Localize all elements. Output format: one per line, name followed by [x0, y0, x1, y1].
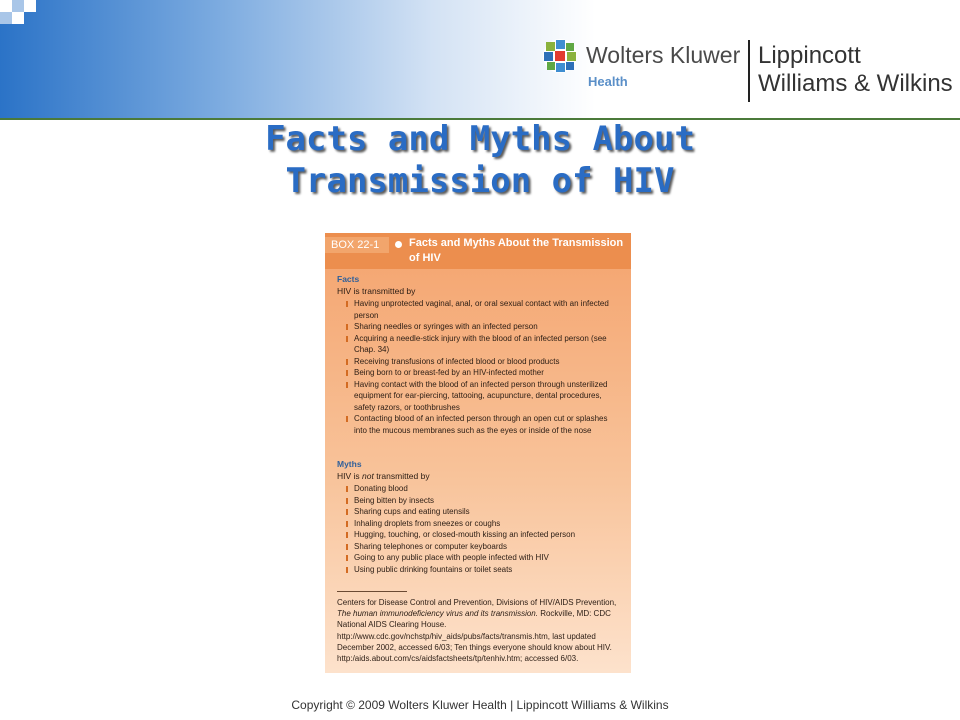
- copyright-footer: Copyright © 2009 Wolters Kluwer Health | Lippincott Williams & Wilkins: [291, 698, 669, 712]
- logo-imprint-line-1: Lippincott: [758, 42, 861, 69]
- list-item: Sharing cups and eating utensils: [345, 506, 621, 518]
- list-item: Sharing needles or syringes with an infected person: [345, 321, 621, 333]
- list-item: Acquiring a needle-stick injury with the blood of an infected person (see Chap. 34): [345, 333, 621, 356]
- list-item: Donating blood: [345, 483, 621, 495]
- myths-intro-post: transmitted by: [373, 471, 430, 481]
- myths-list: [345, 483, 621, 575]
- list-item: Going to any public place with people infected with HIV: [345, 552, 621, 564]
- myths-heading: Myths: [337, 459, 362, 469]
- list-item: Having contact with the blood of an infected person through unsterilized equipment for ear-piercing, tattooing, acupuncture, dental procedures, safety razors, or toothbrushes: [345, 379, 621, 414]
- wolters-kluwer-mark-icon: [542, 38, 578, 74]
- source-pre: Centers for Disease Control and Prevention, Divisions of HIV/AIDS Prevention,: [337, 598, 617, 607]
- myths-intro-pre: HIV is: [337, 471, 363, 481]
- publisher-logo: [542, 38, 960, 108]
- header-banner: [0, 0, 960, 120]
- facts-list: [345, 298, 621, 436]
- slide-title-line-1: Facts and Myths About: [265, 119, 695, 159]
- box-number: BOX 22-1: [325, 237, 389, 253]
- box-title: Facts and Myths About the Transmission of HIV: [409, 237, 624, 264]
- list-item: Contacting blood of an infected person through an open cut or splashes into the mucous membranes such as the eyes or inside of the nose: [345, 413, 621, 436]
- myths-intro-emphasis: not: [362, 471, 374, 481]
- box-header: [325, 233, 631, 269]
- source-divider: [337, 591, 407, 592]
- logo-imprint-line-2: Williams & Wilkins: [758, 70, 953, 97]
- list-item: Being bitten by insects: [345, 495, 621, 507]
- slide-title-line-2: Transmission of HIV: [285, 161, 675, 201]
- source-post: Rockville, MD: CDC National AIDS Clearing House. http://www.cdc.gov/nchstp/hiv_aids/pubs/facts/transmis.htm, last updated December 2002, accessed 6/03; Ten things everyone should know about HIV. http:/aids.about.com/cs/aidsfactsheets/tp/tenhiv.htm; accessed 6/03.: [337, 609, 612, 664]
- facts-intro: HIV is transmitted by: [337, 286, 416, 296]
- myths-intro: [337, 471, 430, 481]
- logo-divider: [748, 40, 750, 102]
- source-emphasis: The human immunodeficiency virus and its transmission.: [337, 609, 538, 619]
- logo-brand-name: Wolters Kluwer: [586, 42, 741, 68]
- bullet-dot-icon: [395, 241, 402, 248]
- list-item: Hugging, touching, or closed-mouth kissing an infected person: [345, 529, 621, 541]
- list-item: Inhaling droplets from sneezes or coughs: [345, 518, 621, 530]
- facts-heading: Facts: [337, 274, 360, 284]
- source-citation: [337, 597, 621, 664]
- list-item: Receiving transfusions of infected blood or blood products: [345, 356, 621, 368]
- list-item: Sharing telephones or computer keyboards: [345, 541, 621, 553]
- list-item: Using public drinking fountains or toilet seats: [345, 564, 621, 576]
- slide-title: [180, 118, 780, 202]
- list-item: Having unprotected vaginal, anal, or oral sexual contact with an infected person: [345, 298, 621, 321]
- logo-division: Health: [588, 74, 628, 89]
- textbook-box-figure: [325, 233, 631, 673]
- list-item: Being born to or breast-fed by an HIV-infected mother: [345, 367, 621, 379]
- decorative-squares: [0, 0, 60, 30]
